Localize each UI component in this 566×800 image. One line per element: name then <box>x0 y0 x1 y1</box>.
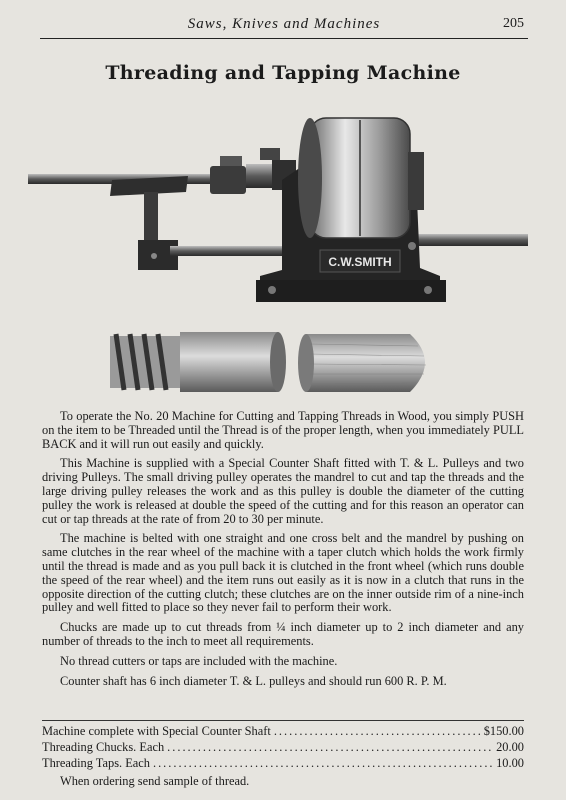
price-row <box>42 739 524 755</box>
paragraph-operation: To operate the No. 20 Machine for Cutting and Tapping Threads in Wood, you simply PUSH on the item to be Threaded until the Thread is of the proper length, when you immediately PULL BACK and it will run out easily and quickly. <box>42 409 524 451</box>
page-title: Threading and Tapping Machine <box>105 62 461 84</box>
price-value: 20.00 <box>496 740 524 754</box>
machine-drawing <box>20 100 540 410</box>
price-row <box>42 723 524 739</box>
machine-illustration <box>20 100 540 410</box>
price-value: 10.00 <box>496 756 524 770</box>
paragraph-belting: The machine is belted with one straight and one cross belt and the mandrel by pushing on same clutches in the rear wheel of the machine with a taper clutch which holds the work firmly until the thread is made and as you pull back it is clutched in the front wheel (which runs double the speed of the rear wheel) and the item runs out easily as it is now in a clutch that runs in the opposite direction of the cutting clutch; these clutches are on the inner outside rim of a nine-inch pulley and well fitted to place so they never fail to perform their work. <box>42 531 524 615</box>
price-value: $150.00 <box>483 724 524 738</box>
price-item-name: Threading Taps. Each <box>42 756 150 770</box>
paragraph-shaft-speed: Counter shaft has 6 inch diameter T. & L. pulleys and should run 600 R. P. M. <box>60 673 447 688</box>
threading-chuck <box>210 166 246 194</box>
tapped-dowel-sample <box>298 334 426 392</box>
running-title: Saws, Knives and Machines <box>187 16 381 32</box>
description-text <box>42 410 524 694</box>
price-item-name: Machine complete with Special Counter Shaft <box>42 724 271 738</box>
page-header <box>40 12 528 39</box>
price-item-name: Threading Chucks. Each <box>42 740 165 754</box>
price-list <box>42 720 524 789</box>
maker-nameplate: C.W.SMITH <box>328 255 392 269</box>
price-row <box>42 755 524 771</box>
paragraph-chucks: Chucks are made up to cut threads from ¼ inch diameter up to 2 inch diameter and any number of threads to the inch to meet all requirements. <box>42 620 524 648</box>
paragraph-cutters-note: No thread cutters or taps are included with the machine. <box>60 653 338 668</box>
threaded-dowel-sample <box>110 332 286 392</box>
counter-shaft <box>410 234 528 246</box>
page-number: 205 <box>503 16 524 31</box>
closing-note: When ordering send sample of thread. <box>60 774 250 788</box>
paragraph-counter-shaft: This Machine is supplied with a Special Counter Shaft fitted with T. & L. Pulleys and two driving Pulleys. The small driving pulley operates the mandrel to cut and tap the threads and the large driving pulley releases the work and as this pulley is double the diameter of the cutting pulley the work is released at double the speed of the cutting and for this reason an operator can cut or tap threads at the rate of from 20 to 30 per minute. <box>42 456 524 526</box>
